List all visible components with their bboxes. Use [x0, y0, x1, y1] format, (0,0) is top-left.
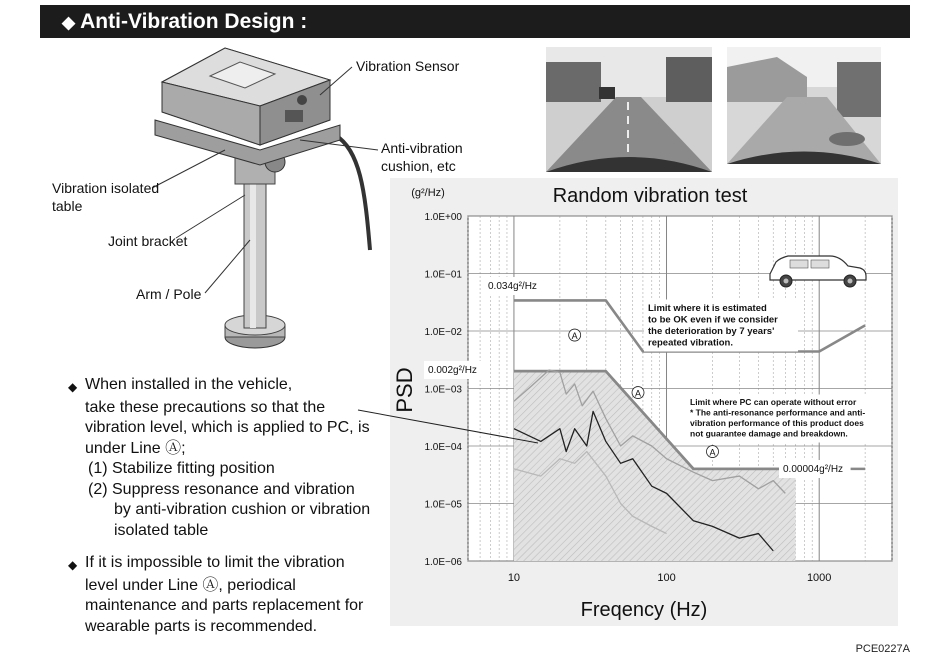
- note-line: take these precautions so that the: [85, 398, 326, 416]
- annotation-label: not guarantee damage and breakdown.: [690, 428, 848, 439]
- y-tick-label: 1.0E−02: [424, 327, 462, 338]
- y-tick-label: 1.0E−01: [424, 269, 462, 281]
- diamond-icon: ◆: [68, 558, 78, 572]
- x-tick-label: 1000: [806, 572, 832, 584]
- annotation-label: the deterioration by 7 years': [648, 326, 775, 337]
- note-line: level under Line Ⓐ, periodical: [85, 576, 296, 594]
- annotation-label: * The anti-resonance performance and anti-: [690, 407, 866, 418]
- label-anti-vibration-cushion-2: cushion, etc: [381, 158, 456, 174]
- label-isolated-table-1: Vibration isolated: [52, 180, 160, 196]
- document-code: PCE0227A: [855, 643, 910, 655]
- annotation-label: to be OK even if we consider: [648, 314, 778, 326]
- annotation-label: vibration performance of this product does: [690, 418, 864, 428]
- annotation-label: 0.002g²/Hz: [428, 365, 477, 376]
- diamond-icon: ◆: [62, 13, 76, 32]
- x-tick-label: 10: [507, 572, 521, 584]
- annotation-label: 0.00004g²/Hz: [783, 464, 844, 475]
- annotation-label: repeated vibration.: [648, 337, 733, 349]
- note-line: under Line Ⓐ;: [85, 439, 186, 457]
- y-tick-label: 1.0E−04: [424, 442, 462, 453]
- label-isolated-table-2: table: [52, 198, 83, 214]
- diamond-icon: ◆: [68, 380, 78, 394]
- note-line: by anti-vibration cushion or vibration: [114, 501, 371, 518]
- annotation-label: Limit where it is estimated: [648, 303, 767, 314]
- label-joint-bracket: Joint bracket: [108, 233, 188, 249]
- label-arm-pole: Arm / Pole: [136, 286, 202, 302]
- y-axis-unit: (g²/Hz): [411, 187, 445, 199]
- note-line: (1) Stabilize fitting position: [88, 460, 275, 477]
- line-a-marker-label: A: [635, 388, 642, 399]
- note-line: maintenance and parts replacement for: [85, 597, 364, 614]
- y-tick-label: 1.0E−05: [424, 499, 462, 511]
- note-line: When installed in the vehicle,: [85, 376, 293, 393]
- note-line: vibration level, which is applied to PC, is: [85, 419, 370, 436]
- line-a-marker-label: A: [709, 447, 716, 458]
- annotation-label: Limit where PC can operate without error: [690, 397, 857, 407]
- label-vibration-sensor: Vibration Sensor: [356, 58, 460, 74]
- y-tick-label: 1.0E−03: [424, 384, 462, 396]
- x-axis-label: Freqency (Hz): [580, 599, 708, 621]
- note-line: isolated table: [114, 521, 209, 539]
- label-anti-vibration-cushion-1: Anti-vibration: [381, 140, 463, 156]
- annotation-label: 0.034g²/Hz: [488, 281, 537, 292]
- chart-title: Random vibration test: [552, 185, 748, 207]
- y-tick-label: 1.0E+00: [424, 212, 462, 223]
- line-a-marker-label: A: [571, 331, 578, 342]
- y-axis-label: PSD: [392, 367, 417, 413]
- note-line: If it is impossible to limit the vibration: [85, 554, 345, 571]
- note-line: (2) Suppress resonance and vibration: [88, 480, 355, 498]
- note-line: wearable parts is recommended.: [85, 617, 318, 635]
- x-tick-label: 100: [657, 572, 676, 584]
- section-title: Anti-Vibration Design :: [80, 10, 308, 33]
- y-tick-label: 1.0E−06: [424, 557, 462, 568]
